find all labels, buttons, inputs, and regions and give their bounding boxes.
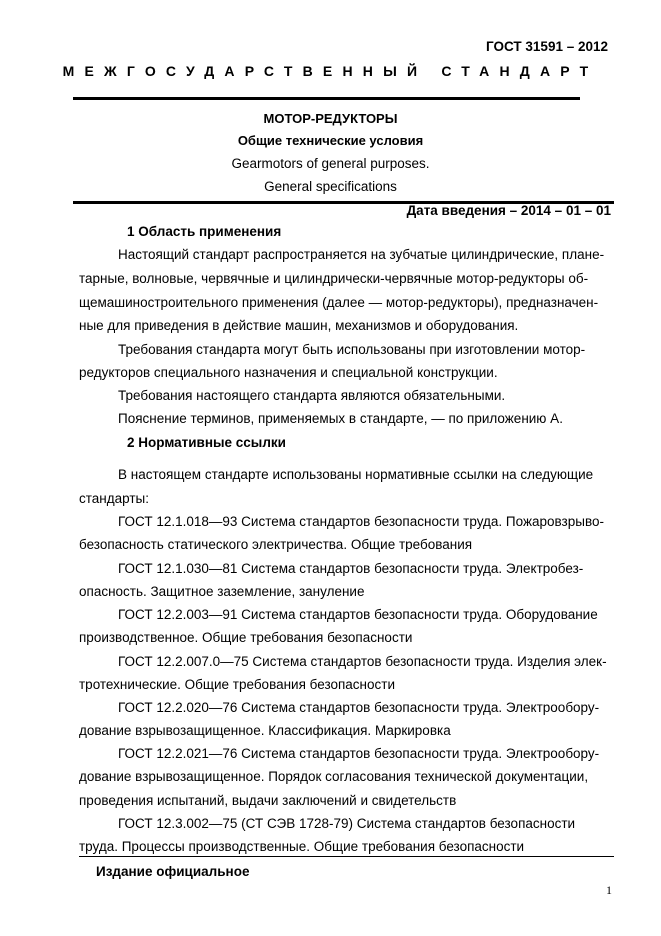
section-1-line: редукторов специального назначения и специальной конструкции. <box>79 365 498 380</box>
title-ru: МОТОР-РЕДУКТОРЫ <box>263 111 398 126</box>
normative-ref-line: ГОСТ 12.2.021—76 Система стандартов безопасности труда. Электрообору- <box>118 746 600 761</box>
normative-ref-line: проведения испытаний, выдачи заключений и свидетельств <box>79 793 457 808</box>
section-2-line: В настоящем стандарте использованы нормативные ссылки на следующие <box>118 467 594 482</box>
normative-ref-line: ГОСТ 12.2.007.0—75 Система стандартов безопасности труда. Изделия элек- <box>118 654 607 669</box>
subtitle-ru: Общие технические условия <box>237 133 424 148</box>
top-rule <box>73 97 580 100</box>
section-1-line: ные для приведения в действие машин, механизмов и оборудования. <box>79 318 519 333</box>
section-1-heading: 1 Область применения <box>127 224 282 239</box>
doc-code: ГОСТ 31591 – 2012 <box>486 39 608 54</box>
official-edition-label: Издание официальное <box>96 864 250 879</box>
normative-ref-line: тротехнические. Общие требования безопасности <box>79 677 395 692</box>
section-1-line: Настоящий стандарт распространяется на зубчатые цилиндрические, плане- <box>118 247 605 262</box>
title-en: Gearmotors of general purposes. <box>231 156 430 171</box>
page-number: 1 <box>606 883 612 897</box>
section-1-line: Пояснение терминов, применяемых в стандарте, — по приложению А. <box>118 411 563 426</box>
intro-date: Дата введения – 2014 – 01 – 01 <box>406 203 611 218</box>
footer-rule <box>79 856 614 857</box>
normative-ref-line: ГОСТ 12.2.020—76 Система стандартов безопасности труда. Электрообору- <box>118 700 600 715</box>
section-2-heading: 2 Нормативные ссылки <box>127 435 286 450</box>
section-1-line: Требования настоящего стандарта являются обязательными. <box>118 388 506 403</box>
subtitle-en: General specifications <box>264 179 397 194</box>
normative-ref-line: ГОСТ 12.1.030—81 Система стандартов безопасности труда. Электробез- <box>118 561 584 576</box>
section-1-line: тарные, волновые, червячные и цилиндрически-червячные мотор-редукторы об- <box>79 271 589 286</box>
normative-ref-line: труда. Процессы производственные. Общие требования безопасности <box>79 839 525 854</box>
section-1-line: щемашиностроительного применения (далее — мотор-редукторы), предназначен- <box>79 295 599 310</box>
normative-ref-line: дование взрывозащищенное. Порядок согласования технической документации, <box>79 769 589 784</box>
normative-ref-line: ГОСТ 12.2.003—91 Система стандартов безопасности труда. Оборудование <box>118 607 598 622</box>
normative-ref-line: опасность. Защитное заземление, зануление <box>79 584 365 599</box>
normative-ref-line: ГОСТ 12.1.018—93 Система стандартов безопасности труда. Пожаровзрыво- <box>118 514 604 529</box>
normative-ref-line: ГОСТ 12.3.002—75 (СТ СЭВ 1728-79) Система стандартов безопасности <box>118 816 576 831</box>
normative-ref-line: безопасность статического электричества. Общие требования <box>79 537 473 552</box>
normative-ref-line: дование взрывозащищенное. Классификация. Маркировка <box>79 723 451 738</box>
section-2-line: стандарты: <box>79 491 149 506</box>
normative-ref-line: производственное. Общие требования безопасности <box>79 630 413 645</box>
interstate-standard-label: МЕЖГОСУДАРСТВЕННЫЙ СТАНДАРТ <box>62 63 599 79</box>
section-1-line: Требования стандарта могут быть использованы при изготовлении мотор- <box>118 342 586 357</box>
